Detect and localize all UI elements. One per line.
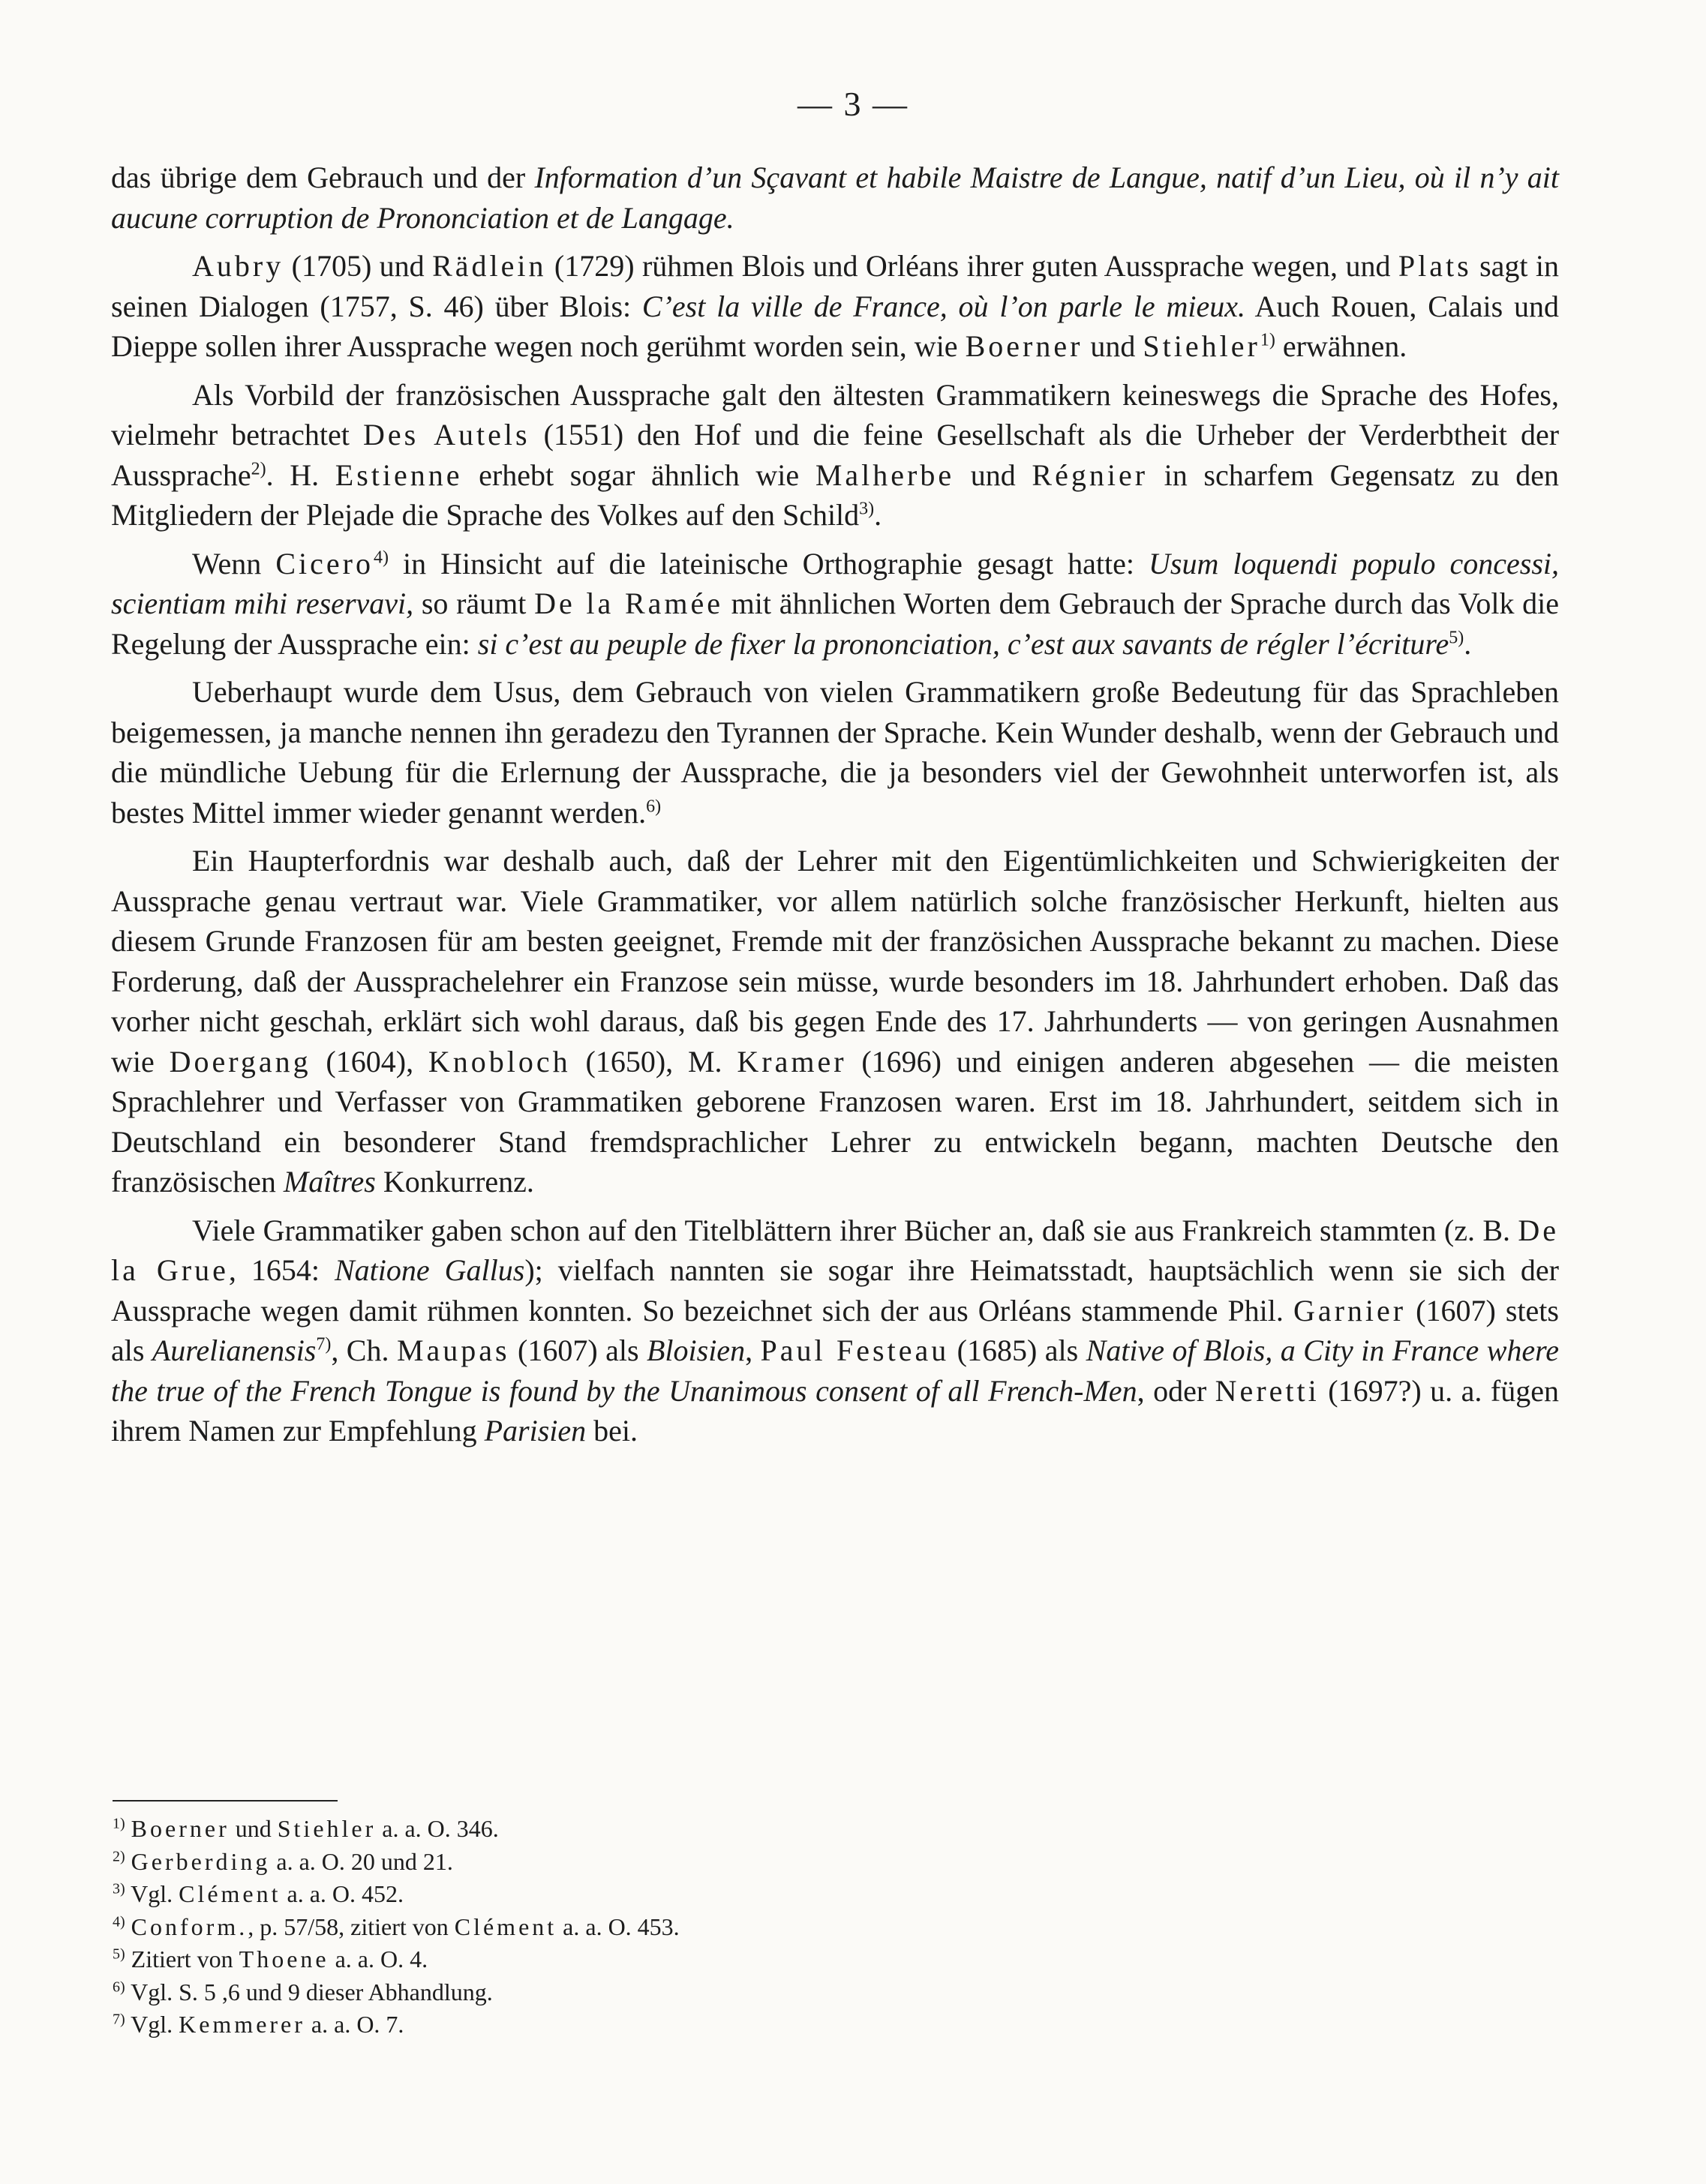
text-run: Ein Haupterfordnis war deshalb auch, daß der Lehrer mit den Eigentümlichkeiten und Schwierigkeiten der Aussprache genau vertraut war. Viele Grammatiker, vor allem natürlich solche französischer Herkunft, hielten aus diesem Grunde Franzosen für am besten geeignet, Fremde mit der französichen Aussprache bekannt zu machen. Diese Forderung, daß der Aussprachelehrer ein Franzose sein müsse, wurde besonders im 18. Jahrhundert erhoben. Daß das vorher nicht geschah, erklärt sich wohl daraus, daß bis gegen Ende des 17. Jahrhunderts — von geringen Ausnahmen wie (111, 844, 1559, 1078)
paragraph (111, 672, 1559, 832)
text-run: (1685) als (949, 1334, 1086, 1367)
spaced-name: Aubry (192, 249, 284, 283)
text-run: in Hinsicht auf die lateinische Orthographie gesagt hatte: (388, 546, 1149, 580)
spaced-name: Rädlein (432, 249, 547, 283)
text-run: Vgl. S. 5 ,6 und 9 dieser Abhandlung. (131, 1978, 493, 2006)
text-run: (1604), (311, 1044, 428, 1078)
spaced-name: Garnier (1293, 1293, 1407, 1328)
italic-text: Parisien (484, 1414, 587, 1448)
spaced-name: Des Autels (363, 418, 530, 452)
paragraph (111, 375, 1559, 536)
paragraph (111, 1210, 1559, 1451)
footnote (113, 1911, 1560, 1944)
spaced-name: Gerberding (131, 1847, 271, 1875)
spaced-name: Kramer (737, 1044, 847, 1078)
spaced-name: Estienne (335, 458, 463, 492)
text-run: a. a. O. 4. (329, 1946, 428, 1972)
text-run: a. a. O. 7. (305, 2011, 404, 2038)
italic-text: Bloisien (646, 1334, 746, 1367)
footnote-mark: 6) (113, 1978, 125, 1995)
spaced-name: Maupas (396, 1334, 510, 1367)
footnote-ref: 1) (1260, 330, 1275, 350)
paragraph (111, 841, 1559, 1202)
text-run: so räumt (413, 586, 535, 620)
footnote-mark: 2) (113, 1847, 125, 1864)
footnote-ref: 6) (646, 796, 662, 817)
text-run: das übrige dem Gebrauch und der (111, 160, 535, 194)
spaced-name: Cicero (275, 546, 374, 580)
spaced-name: Doergang (169, 1044, 311, 1078)
spaced-name: Paul Festeau (760, 1334, 950, 1367)
footnote-mark: 1) (113, 1815, 125, 1832)
spaced-name: Plats (1398, 249, 1472, 283)
italic-text: Maîtres (283, 1165, 376, 1198)
text-run: (1607) als (509, 1334, 647, 1367)
text-run: (1697?) u. a. fügen ihrem Namen zur Empfehlung (111, 1373, 1559, 1448)
footnote (113, 1813, 1560, 1846)
footnote-ref: 2) (251, 459, 266, 479)
spaced-name: De la Ramée (534, 586, 723, 620)
text-run: (1551) den Hof und die feine Gesellschaft als die Urheber der Verderbtheit der Aussprache (111, 418, 1560, 492)
footnote (113, 2008, 1560, 2042)
text-run: in scharfem Gegensatz zu den Mitgliedern der Plejade die Sprache des Volkes auf den Schild (111, 458, 1560, 532)
text-run: Ueberhaupt wurde dem Usus, dem Gebrauch von vielen Grammatikern große Bedeutung für das Sprachleben beigemessen, ja manche nennen ihn geradezu den Tyrannen der Sprache. Kein Wunder deshalb, wenn der Gebrauch und die mündliche Uebung für die Erlernung der Aussprache, die ja besonders viel der Gewohnheit unterworfen ist, als bestes Mittel immer wieder genannt werden. (111, 675, 1559, 830)
text-run: a. a. O. 452. (281, 1880, 404, 1907)
spaced-name: Neretti (1215, 1373, 1320, 1408)
text-run: , p. 57/58, zitiert von (248, 1912, 455, 1940)
paragraph (111, 246, 1559, 367)
spaced-name: Malherbe (815, 458, 955, 492)
text-run: und (1083, 329, 1143, 363)
text-run: sagt in seinen Dialogen (1757, S. 46) über Blois: (111, 249, 1560, 323)
text-run: Vgl. (131, 1880, 179, 1907)
footnote (113, 1878, 1560, 1911)
text-run: (1705) und (284, 249, 433, 283)
text-run: . H. (266, 458, 335, 492)
spaced-name: Kemmerer (179, 2011, 305, 2038)
italic-text: Native of Blois, a City in France where the true of the French Tongue is found by the Unanimous consent of all French-Men (111, 1334, 1560, 1408)
footnote (113, 1943, 1560, 1976)
footnote-mark: 3) (113, 1880, 125, 1898)
text-run: (1650), M. (570, 1044, 737, 1078)
spaced-name: Clément (179, 1880, 281, 1907)
spaced-name: Boerner (131, 1815, 230, 1842)
spaced-name: Boerner (965, 329, 1083, 363)
text-run: . (1464, 626, 1472, 661)
page-number: — 3 — (797, 85, 909, 123)
footnote-mark: 7) (113, 2011, 125, 2028)
footnotes (113, 1813, 1560, 2042)
text-run: Viele Grammatiker gaben schon auf den Titelblättern ihrer Bücher an, daß sie aus Frankreich stammten (z. B. (192, 1213, 1518, 1247)
text-run: und (954, 458, 1032, 492)
footnote-ref: 7) (316, 1334, 332, 1354)
text-run: Konkurrenz. (375, 1165, 534, 1198)
footnote (113, 1976, 1560, 2009)
spaced-name: Stiehler (277, 1815, 377, 1842)
text-run: und (229, 1815, 278, 1842)
footnote-rule (113, 1800, 338, 1802)
text-run: Wenn (192, 546, 276, 580)
text-run: , Ch. (331, 1334, 397, 1367)
footnote-ref: 4) (373, 548, 389, 568)
text-run: . (874, 498, 882, 532)
footnote-mark: 5) (113, 1946, 125, 1963)
spaced-name: Clément (454, 1912, 557, 1940)
italic-text: Aurelianensis (152, 1334, 317, 1367)
text-run: (1729) rühmen Blois und Orléans ihrer guten Aussprache wegen, und (546, 249, 1398, 283)
text-run: a. a. O. 346. (376, 1815, 499, 1842)
text-run: erhebt sogar ähnlich wie (462, 458, 815, 492)
text-run: , 1654: (228, 1253, 335, 1287)
paragraph (111, 544, 1559, 664)
italic-text: Information d’un Sçavant et habile Maistre de Langue, natif d’un Lieu, où il n’y ait aucune corruption de Prononciation et de Langage. (111, 160, 1560, 235)
text-run: , (745, 1334, 761, 1367)
text-run: , oder (1137, 1373, 1215, 1408)
text-run: a. a. O. 20 und 21. (270, 1847, 453, 1875)
text-run: Als Vorbild der französischen Aussprache galt den ältesten Grammatikern keineswegs die Sprache des Hofes, vielmehr betrachtet (111, 377, 1559, 452)
spaced-name: Thoene (239, 1946, 329, 1972)
text-run: a. a. O. 453. (557, 1912, 680, 1940)
footnote-mark: 4) (113, 1912, 125, 1930)
italic-text: Natione Gallus (335, 1253, 525, 1287)
spaced-name: Knobloch (428, 1044, 571, 1078)
footnote (113, 1846, 1560, 1879)
spaced-name: De la Grue (111, 1213, 1559, 1287)
body-text (111, 158, 1559, 1460)
text-run: (1607) stets als (111, 1293, 1559, 1367)
text-run: (1696) und einigen anderen abgesehen — die meisten Sprachlehrer und Verfasser von Grammatiken geborene Franzosen waren. Erst im 18. Jahrhundert, seitdem sich in Deutschland ein besonderer Stand fremdsprachlicher Lehrer zu entwickeln begann, machten Deutsche den französischen (111, 1044, 1559, 1198)
spaced-name: Régnier (1032, 458, 1149, 492)
text-run: bei. (586, 1414, 638, 1448)
paragraph (111, 158, 1559, 238)
italic-text: Usum loquendi populo concessi, scientiam mihi reservavi, (111, 546, 1559, 620)
text-run: mit ähnlichen Worten dem Gebrauch der Sprache durch das Volk die Regelung der Aussprache ein: (111, 586, 1559, 661)
footnote-ref: 3) (859, 499, 875, 519)
text-run: Auch Rouen, Calais und Dieppe sollen ihrer Aussprache wegen noch gerühmt worden sein, wie (111, 289, 1559, 363)
text-run: erwähnen. (1275, 329, 1407, 363)
text-run: Zitiert von (131, 1946, 239, 1972)
spaced-name: Conform. (131, 1912, 248, 1940)
text-run: ); vielfach nannten sie sogar ihre Heimatsstadt, hauptsächlich wenn sie sich der Aussprache wegen damit rühmen konnten. So bezeichnet sich der aus Orléans stammende Phil. (111, 1253, 1559, 1328)
footnote-ref: 5) (1449, 628, 1464, 648)
italic-text: si c’est au peuple de fixer la prononciation, c’est aux savants de régler l’écriture (477, 626, 1449, 661)
italic-text: C’est la ville de France, où l’on parle le mieux. (641, 289, 1245, 323)
text-run: Vgl. (131, 2011, 179, 2038)
spaced-name: Stiehler (1143, 329, 1260, 363)
